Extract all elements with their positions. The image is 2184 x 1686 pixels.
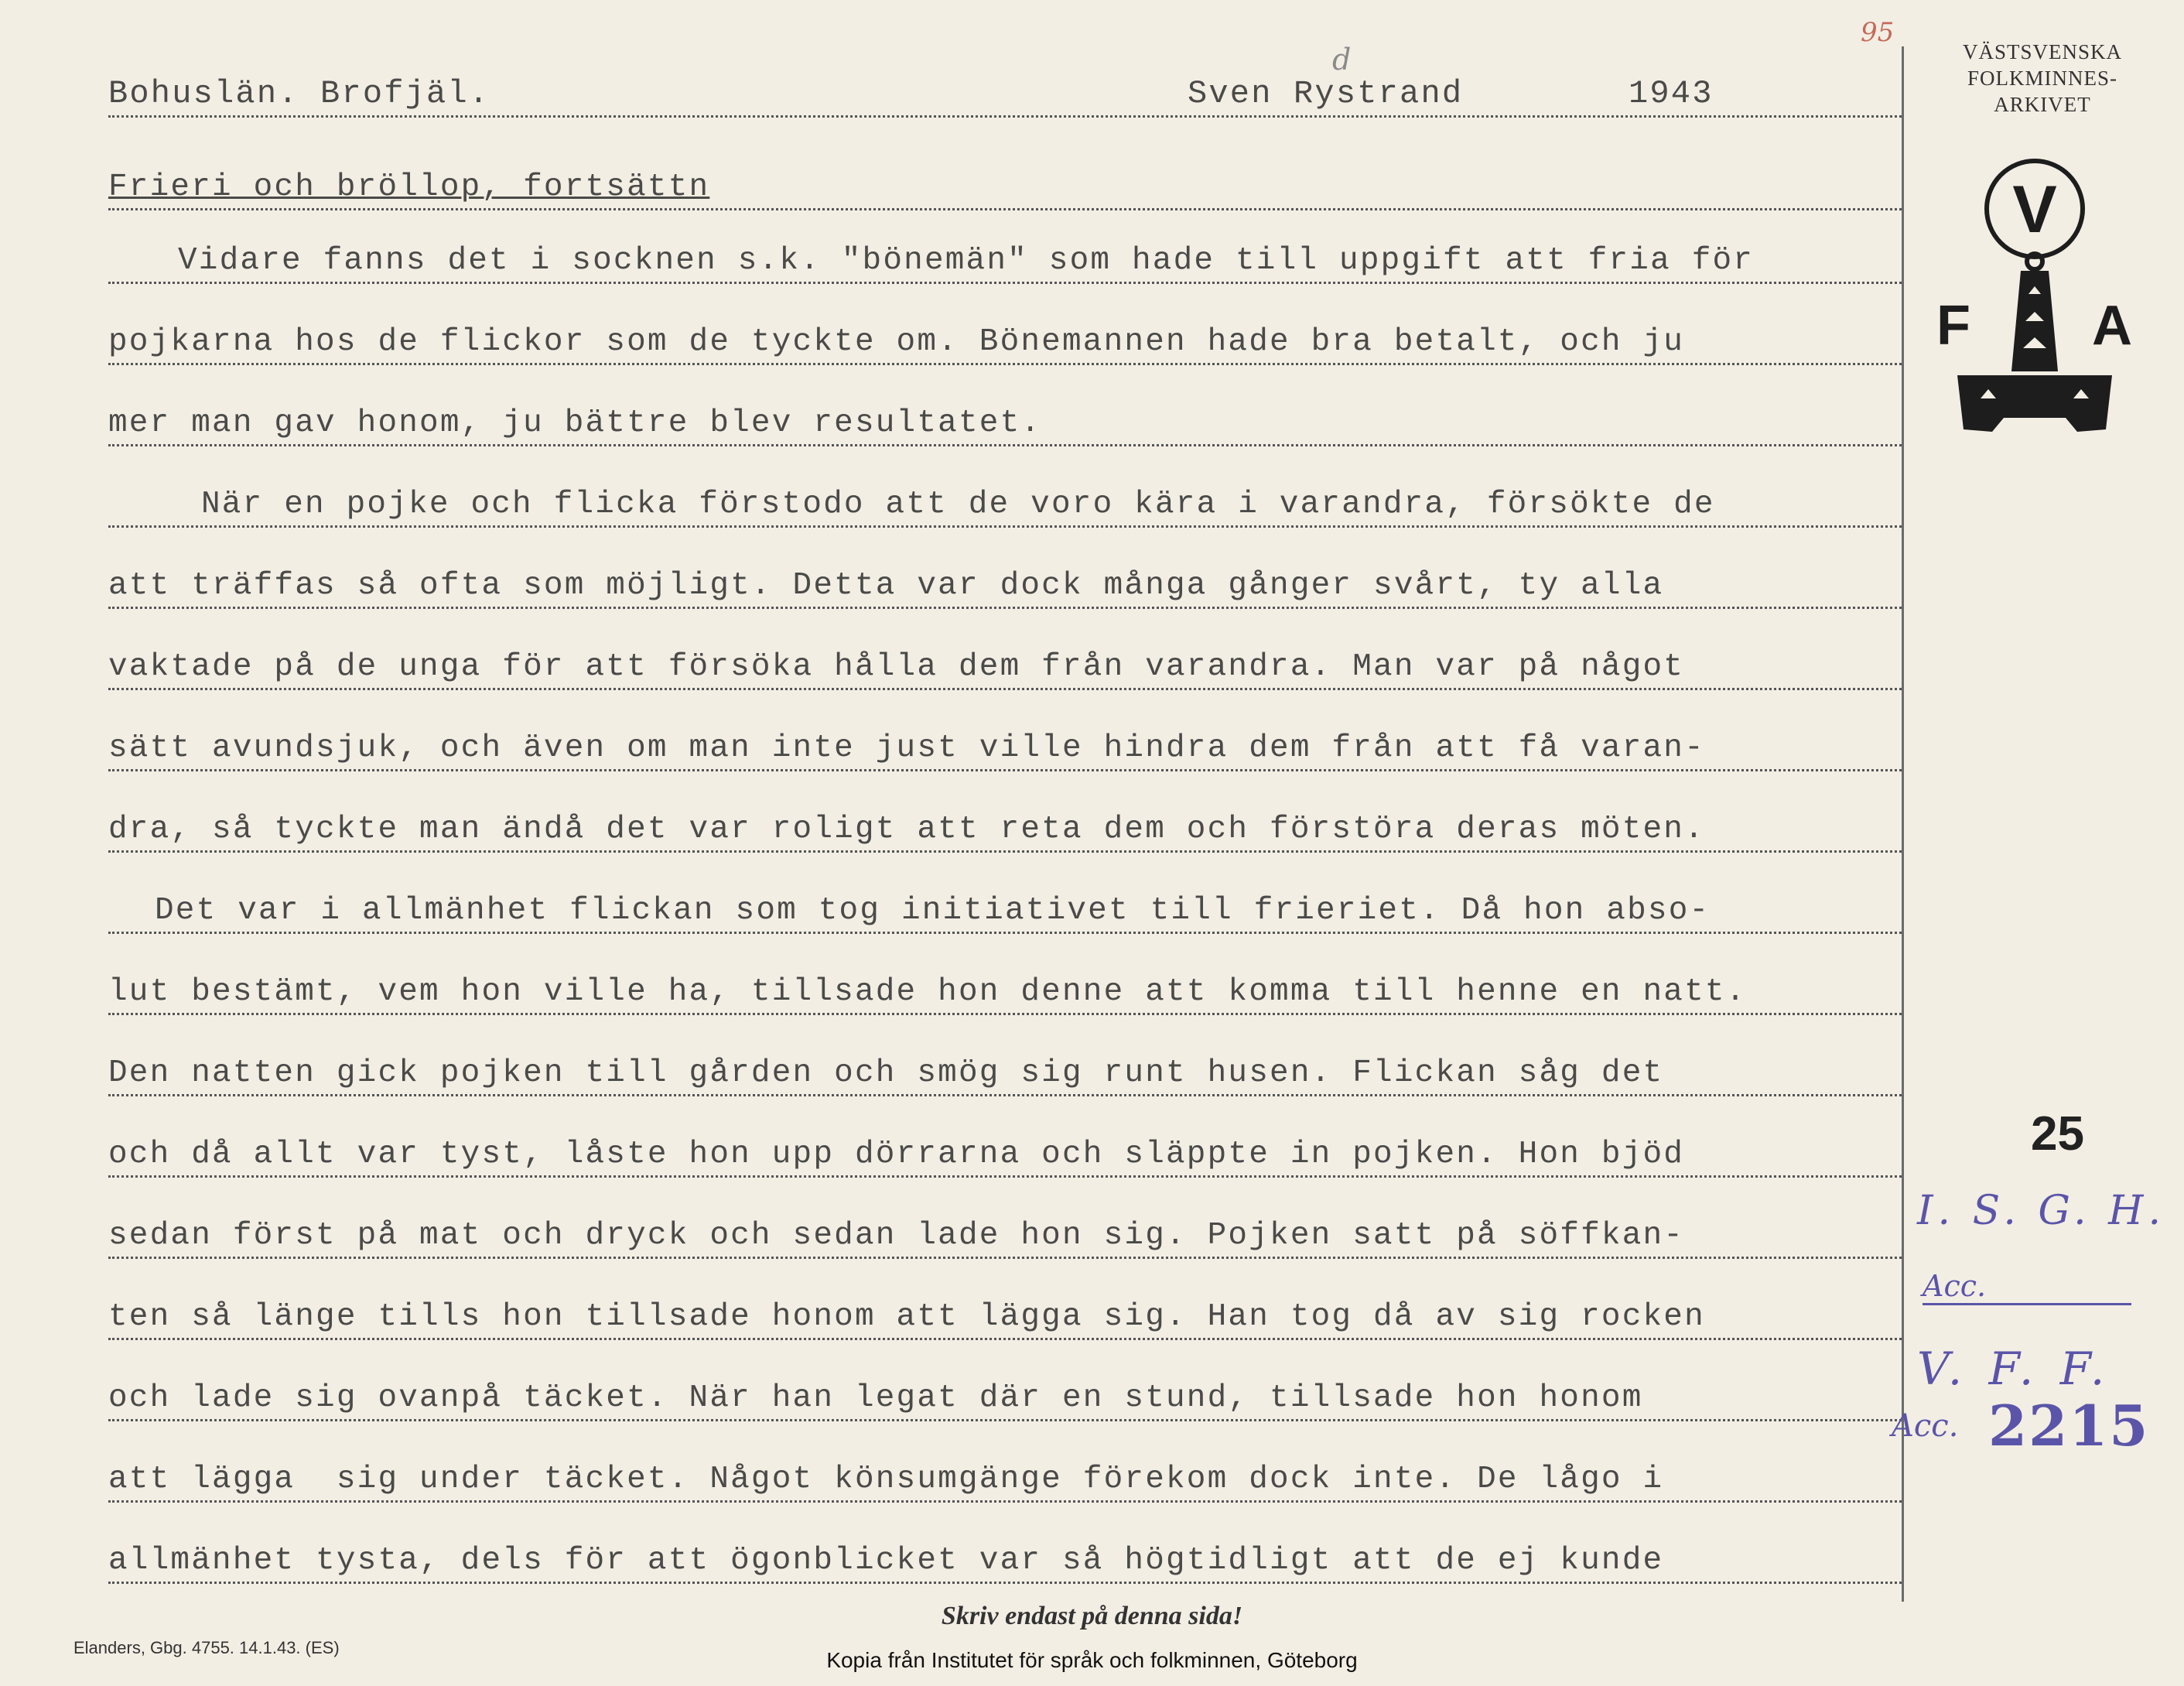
- header-year: 1943: [1629, 75, 1714, 112]
- logo-letter-f: F: [1936, 295, 1970, 357]
- text-line: sedan först på mat och dryck och sedan lade hon sig. Pojken satt på söffkan-: [108, 1223, 1902, 1259]
- page-number: 25: [2031, 1107, 2084, 1161]
- copy-notice: Kopia från Institutet för språk och folkminnen, Göteborg: [826, 1648, 1358, 1672]
- text-line: vaktade på de unga för att försöka hålla dem från varandra. Man var på något: [108, 654, 1902, 690]
- header-place: Bohuslän. Brofjäl.: [108, 75, 490, 112]
- text-line: När en pojke och flicka förstodo att de voro kära i varandra, försökte de: [108, 491, 1902, 528]
- text-line: att lägga sig under täcket. Något könsumgänge förekom dock inte. De lågo i: [108, 1466, 1902, 1503]
- printer-imprint: Elanders, Gbg. 4755. 14.1.43. (ES): [73, 1638, 340, 1657]
- stamp-isgh: I. S. G. H.: [1917, 1188, 2166, 1234]
- logo-letter-a: A: [2092, 295, 2132, 357]
- text-line: Det var i allmänhet flickan som tog initiativet till frieriet. Då hon abso-: [108, 898, 1902, 934]
- text-line: dra, så tyckte man ändå det var roligt att reta dem och förstöra deras möten.: [108, 816, 1902, 853]
- text-line: lut bestämt, vem hon ville ha, tillsade hon denne att komma till henne en natt.: [108, 979, 1902, 1015]
- logo-letter-v: V: [2012, 173, 2057, 247]
- archive-heading: VÄSTSVENSKA FOLKMINNES- ARKIVET: [1962, 40, 2123, 116]
- text-line: mer man gav honom, ju bättre blev resultatet.: [108, 410, 1902, 446]
- text-line: Den natten gick pojken till gården och smög sig runt husen. Flickan såg det: [108, 1060, 1902, 1096]
- text-line: och lade sig ovanpå täcket. När han legat där en stund, tillsade hon honom: [108, 1385, 1902, 1421]
- pencil-page-note: 95: [1861, 17, 1895, 48]
- footer-instruction: Skriv endast på denna sida!: [941, 1602, 1243, 1630]
- header-author: Sven Rystrand: [1188, 75, 1464, 112]
- text-line: att träffas så ofta som möjligt. Detta var dock många gånger svårt, ty alla: [108, 573, 1902, 609]
- stamp-acc-line: Acc.: [1923, 1269, 2131, 1305]
- margin-divider: [1902, 46, 1904, 1602]
- stamp-vff: V. F. F.: [1917, 1342, 2111, 1395]
- document-title: Frieri och bröllop, fortsättn: [108, 169, 710, 205]
- title-row: [108, 169, 1902, 210]
- text-line: sätt avundsjuk, och även om man inte just ville hindra dem från att få varan-: [108, 735, 1902, 771]
- header-row: [108, 75, 1902, 118]
- text-line: Vidare fanns det i socknen s.k. "bönemän" som hade till uppgift att fria för: [108, 248, 1902, 284]
- text-line: allmänhet tysta, dels för att ögonblicket var så högtidligt att de ej kunde: [108, 1547, 1902, 1584]
- thors-hammer-icon: [1926, 155, 2143, 464]
- stamp-acc-label: Acc.: [1892, 1408, 1959, 1444]
- text-line: ten så länge tills hon tillsade honom att lägga sig. Han tog då av sig rocken: [108, 1304, 1902, 1340]
- text-line: pojkarna hos de flickor som de tyckte om. Bönemannen hade bra betalt, och ju: [108, 329, 1902, 365]
- accession-number: 2215: [1988, 1393, 2150, 1459]
- pencil-mark: d: [1332, 43, 1352, 77]
- text-line: och då allt var tyst, låste hon upp dörrarna och släppte in pojken. Hon bjöd: [108, 1141, 1902, 1178]
